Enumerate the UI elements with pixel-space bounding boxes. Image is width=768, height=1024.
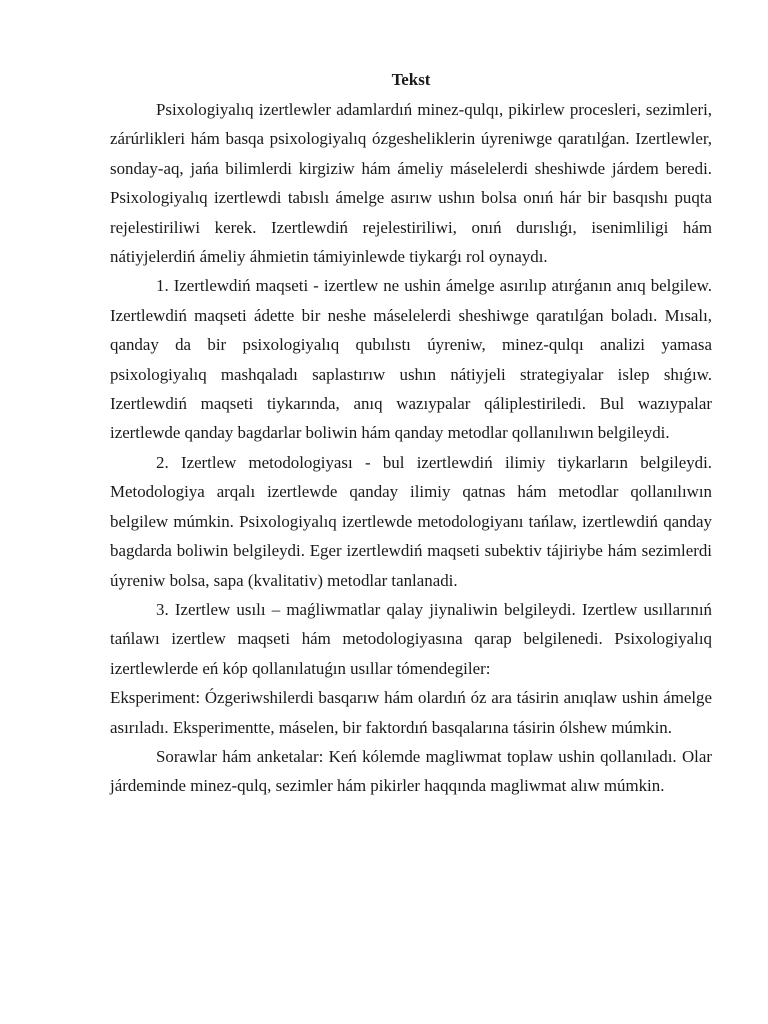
paragraph-research-goal: 1. Izertlewdiń maqseti - izertlew ne ushin ámelge asırılıp atırǵanın anıq belgilew. Izertlewdiń maqseti ádette bir neshe máselelerdi sheshiwge qaratılǵan boladı. Mısalı, qanday da bir psixologiyalıq qubılıstı úyreniw, minez-qulqı analizi yamasa psixologiyalıq mashqaladı saplastırıw ushın nátiyjeli strategiyalar islep shıǵıw. Izertlewdiń maqseti tiykarında, anıq wazıypalar qáliplestiriledi. Bul wazıypalar izertlewde qanday bagdarlar boliwin hám qanday metodlar qollanılıwın belgileydi.	[110, 276, 712, 443]
paragraph-experiment: Eksperiment: Ózgeriwshilerdi basqarıw hám olardıń óz ara tásirin anıqlaw ushin ámelge asırıladı. Eksperimentte, máselen, bir faktordıń basqalarına tásirin ólshew múmkin.	[110, 688, 712, 737]
paragraph-methodology: 2. Izertlew metodologiyası - bul izertlewdiń ilimiy tiykarların belgileydi. Metodologiya arqalı izertlewde qanday ilimiy qatnas hám metodlar qollanılıwın belgilew múmkin. Psixologiyalıq izertlewde metodologiyanı tańlaw, izertlewdiń qanday bagdarda boliwin belgileydi. Eger izertlewdiń maqseti subektiv tájiriybe hám sezimlerdi úyreniw bolsa, sapa (kvalitativ) metodlar tanlanadi.	[110, 452, 712, 590]
document-title: Tekst	[391, 70, 431, 89]
paragraph-surveys: Sorawlar hám anketalar: Keń kólemde magliwmat toplaw ushin qollanıladı. Olar járdeminde minez-qulq, sezimler hám pikirler haqqında magliwmat alıw múmkin.	[110, 746, 712, 796]
paragraph-intro: Psixologiyalıq izertlewler adamlardıń minez-qulqı, pikirlew procesleri, sezimleri, zárúrlikleri hám basqa psixologiyalıq ózgesheliklerin úyreniwge qaratılǵan. Izertlewler, sonday-aq, jańa bilimlerdi kirgiziw hám ámeliy máselelerdi sheshiwde járdem beredi. Psixologiyalıq izertlewdi tabıslı ámelge asırıw ushın bolsa onıń hár bir basqıshı puqta rejelestiriliwi kerek. Izertlewdiń rejelestiriliwi, onıń durıslıǵı, isenimliligi hám nátiyjelerdiń ámeliy áhmietin támiyinlewde tiykarǵı rol oynaydı.	[110, 100, 712, 267]
paragraph-research-method: 3. Izertlew usılı – maǵliwmatlar qalay jiynaliwin belgileydi. Izertlew usıllarınıń tańlawı izertlew maqseti hám metodologiyasına qarap belgilenedi. Psixologiyalıq izertlewlerde eń kóp qollanılatuǵın usıllar tómendegiler:	[110, 599, 712, 678]
document-page	[110, 66, 712, 801]
